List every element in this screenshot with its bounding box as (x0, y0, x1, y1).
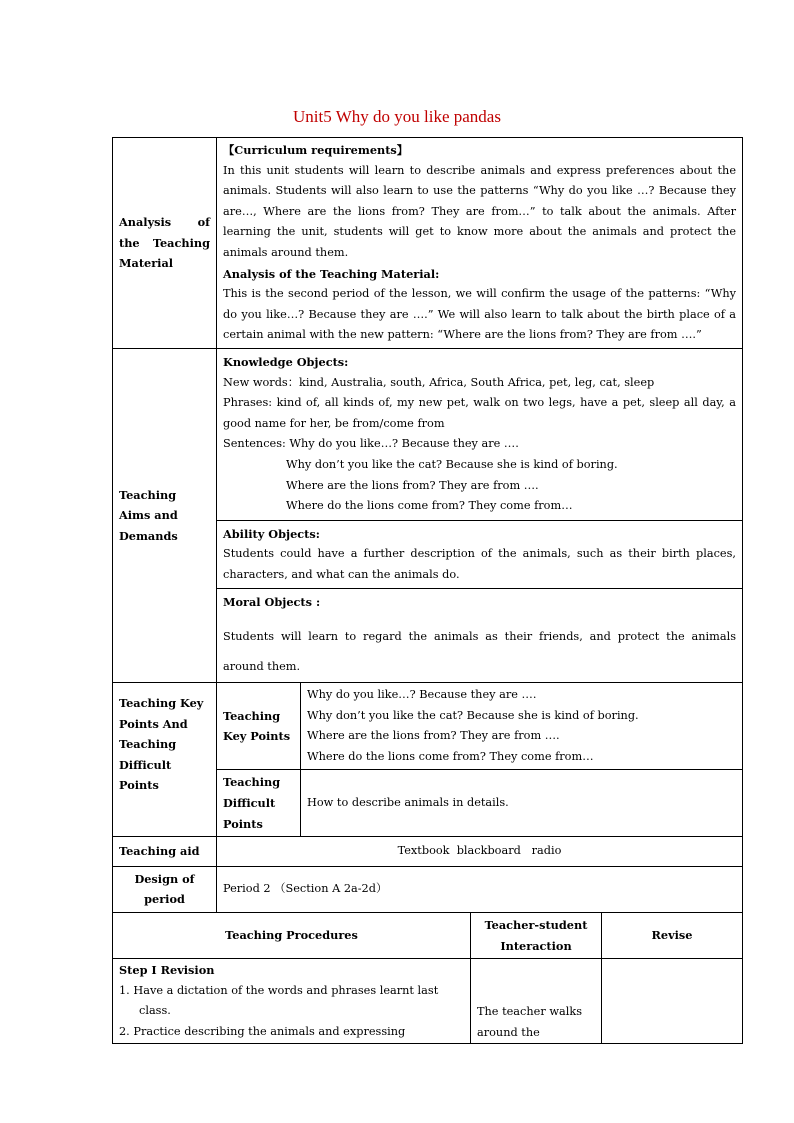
moral-heading: Moral Objects : (223, 595, 321, 610)
aims-label: Teaching Aims and Demands (113, 348, 217, 682)
interaction-content: The teacher walks around the (471, 959, 602, 1044)
material-text: This is the second period of the lesson, we will confirm the usage of the patterns: “Why do you like…? Because they are ….” We will also learn to talk about the birth place of a certain animal with the new pattern: “Where are the lions from? They are from ….” (223, 287, 736, 342)
page-title: Unit5 Why do you like pandas (293, 107, 501, 126)
analysis-content (217, 138, 743, 349)
interaction-header: Teacher-student Interaction (471, 913, 602, 959)
ability-content (217, 520, 743, 589)
moral-content (217, 589, 743, 683)
sentence-line: Where do the lions come from? They come from… (286, 499, 573, 513)
design-value: Period 2 （Section A 2a-2d） (217, 866, 743, 912)
sentence-line: Sentences: Why do you like…? Because they are …. (223, 437, 519, 451)
new-words: New words：kind, Australia, south, Africa, South Africa, pet, leg, cat, sleep (223, 375, 655, 389)
material-heading: Analysis of the Teaching Material: (223, 266, 440, 281)
key-points-row (113, 683, 743, 770)
step-heading: Step I Revision (119, 963, 215, 978)
sentence-line: Why don’t you like the cat? Because she is kind of boring. (286, 457, 618, 471)
design-label: Design of period (113, 866, 217, 912)
knowledge-content (217, 348, 743, 520)
lesson-plan-table (112, 137, 743, 1044)
key-points-content (301, 683, 743, 770)
difficult-points-sublabel: Teaching Difficult Points (217, 770, 301, 837)
sentence-line: Where are the lions from? They are from …. (286, 478, 539, 492)
key-point-line: Where are the lions from? They are from …. (307, 729, 560, 743)
moral-text: Students will learn to regard the animals as their friends, and protect the animals around them. (223, 630, 736, 674)
revise-header: Revise (602, 913, 743, 959)
aid-value: Textbook blackboard radio (217, 837, 743, 867)
revise-content (602, 959, 743, 1044)
design-row (113, 866, 743, 912)
curriculum-text: In this unit students will learn to describe animals and express preferences about the animals. Students will also learn to use the patterns “Why do you like …? Because they are…, Where are the lions from? They are from…” to talk about the animals. After learning the unit, students will get to know more about the animals and protect the animals around them. (223, 163, 736, 259)
procedures-body-row (113, 959, 743, 1044)
procedure-item: 2. Practice describing the animals and expressing (119, 1024, 406, 1038)
procedures-content (113, 959, 471, 1044)
key-point-line: Where do the lions come from? They come from… (307, 749, 594, 763)
difficult-points-text: How to describe animals in details. (301, 770, 743, 837)
key-points-sublabel: Teaching Key Points (217, 683, 301, 770)
analysis-row (113, 138, 743, 349)
knowledge-heading: Knowledge Objects: (223, 354, 349, 369)
key-point-line: Why don’t you like the cat? Because she is kind of boring. (307, 708, 639, 722)
ability-heading: Ability Objects: (223, 526, 320, 541)
ability-text: Students could have a further description of the animals, such as their birth places, characters, and what can the animals do. (223, 547, 736, 581)
procedure-item: 1. Have a dictation of the words and phrases learnt last class. (119, 983, 439, 1018)
key-points-label: Teaching Key Points And Teaching Difficult Points (113, 683, 217, 837)
analysis-label: Analysis of the Teaching Material (113, 138, 217, 349)
key-point-line: Why do you like…? Because they are …. (307, 688, 537, 702)
procedures-header: Teaching Procedures (113, 913, 471, 959)
phrases: Phrases: kind of, all kinds of, my new pet, walk on two legs, have a pet, sleep all day, a good name for her, be from/come from (223, 396, 736, 430)
procedures-header-row (113, 913, 743, 959)
aid-row (113, 837, 743, 867)
aid-label: Teaching aid (113, 837, 217, 867)
curriculum-heading: 【Curriculum requirements】 (223, 143, 409, 157)
knowledge-row (113, 348, 743, 520)
